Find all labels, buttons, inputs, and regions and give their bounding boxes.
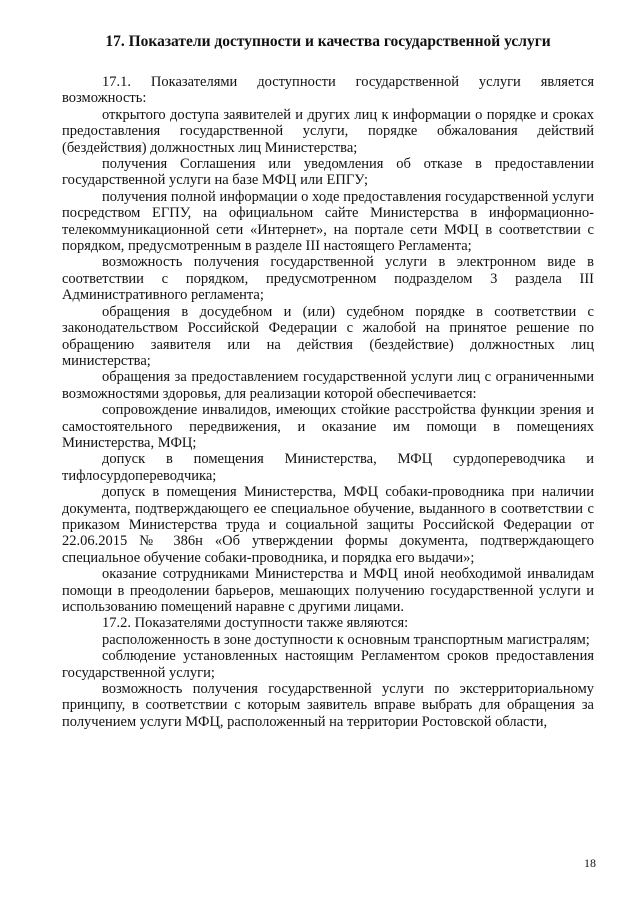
paragraph: оказание сотрудниками Министерства и МФЦ иной необходимой инвалидам помощи в преодолении барьеров, мешающих получению государственной услуги и использованию помещений наравне с другими лицами. xyxy=(62,566,594,615)
paragraph: возможность получения государственной услуги по экстерриториальному принципу, в соответствии с которым заявитель вправе выбрать для обращения за получением услуги МФЦ, расположенный на территории Ростовской области, xyxy=(62,681,594,730)
paragraph: возможность получения государственной услуги в электронном виде в соответствии с порядком, предусмотренном подразделом 3 раздела III Административного регламента; xyxy=(62,254,594,304)
paragraph: обращения за предоставлением государственной услуги лиц с ограниченными возможностями здоровья, для реализации которой обеспечивается: xyxy=(62,369,594,402)
body-text xyxy=(62,74,594,730)
paragraph: допуск в помещения Министерства, МФЦ сурдопереводчика и тифлосурдопереводчика; xyxy=(62,451,594,484)
page-number: 18 xyxy=(584,856,596,870)
paragraph: 17.2. Показателями доступности также являются: xyxy=(102,615,409,632)
paragraph: открытого доступа заявителей и других лиц к информации о порядке и сроках предоставления государственной услуги, порядке обжалования действий (бездействия) должностных лиц Министерства; xyxy=(62,106,594,156)
paragraph: 17.1. Показателями доступности государственной услуги является возможность: xyxy=(62,74,594,107)
paragraph: обращения в досудебном и (или) судебном порядке в соответствии с законодательством Российской Федерации с жалобой на принятое решение по обращению заявителя или на действия (бездействие) должностных лиц министерства; xyxy=(62,303,594,369)
paragraph: сопровождение инвалидов, имеющих стойкие расстройства функции зрения и самостоятельного передвижения, и оказание им помощи в помещениях Министерства, МФЦ; xyxy=(62,402,594,451)
paragraph: расположенность в зоне доступности к основным транспортным магистралям; xyxy=(102,631,590,648)
paragraph: получения Соглашения или уведомления об отказе в предоставлении государственной услуги на базе МФЦ или ЕПГУ; xyxy=(62,156,594,189)
paragraph: получения полной информации о ходе предоставления государственной услуги посредством ЕГПУ, на официальном сайте Министерства в информационно-телекоммуникационной сети «Интернет», на портале сети МФЦ в соответствии с порядком, предусмотренным в разделе III настоящего Регламента; xyxy=(62,188,594,255)
paragraph: допуск в помещения Министерства, МФЦ собаки-проводника при наличии документа, подтверждающего ее специальное обучение, выданного в соответствии с приказом Министерства труда и социальной защиты Российской Федерации от 22.06.2015 № 386н «Об утверждении формы документа, подтверждающего специальное обучение собаки-проводника, и порядка его выдачи»; xyxy=(62,484,594,566)
section-heading: 17. Показатели доступности и качества государственной услуги xyxy=(105,33,551,50)
paragraph: соблюдение установленных настоящим Регламентом сроков предоставления государственной услуги; xyxy=(62,648,594,681)
